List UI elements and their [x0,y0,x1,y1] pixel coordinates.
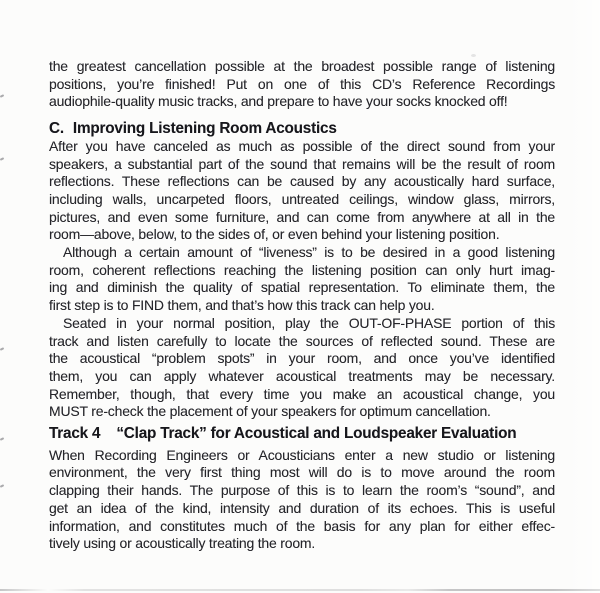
text-line: first step is to FIND them, and that’s how this track can help you. [49,297,435,314]
heading-title: “Clap Track” for Acoustical and Loudspeaker Evaluation [116,425,517,443]
heading-prefix: C. [49,120,64,138]
heading-prefix: Track 4 [49,425,101,443]
text-line: ing and diminish the quality of spatial representation. To eliminate them, the [49,279,555,296]
text-line: environment, the very first thing most will do is to move around the room [49,464,555,481]
paragraph [49,138,555,244]
text-line: pictures, and even some furniture, and can come from anywhere at all in the [49,208,555,225]
text-line: When Recording Engineers or Acousticians enter a new studio or listening [49,446,555,463]
text-line: reflections. These reflections can be caused by any acoustically hard surface, [49,173,555,190]
text-line: them, you can apply whatever acoustical treatments may be necessary. [49,367,555,384]
text-line: Remember, though, that every time you make an acoustical change, you [49,385,555,402]
text-line: MUST re-check the placement of your speakers for optimum cancellation. [49,403,491,420]
scan-speck [0,157,4,161]
text-line: After you have canceled as much as possible of the direct sound from your [49,137,555,154]
text-column [49,58,555,553]
text-line: Although a certain amount of “liveness” is to be desired in a good listening [63,244,555,261]
text-line: speakers, a substantial part of the sound that remains will be the result of room [49,155,555,172]
text-line: clapping their hands. The purpose of this is to learn the room’s “sound”, and [49,482,555,499]
text-line: Seated in your normal position, play the OUT-OF-PHASE portion of this [63,314,555,331]
text-line: the greatest cancellation possible at the broadest possible range of listening [49,58,555,74]
text-line: information, and constitutes much of the basis for any plan for either effec- [49,517,555,534]
scan-speck [0,437,4,441]
paragraph [49,58,555,111]
heading-title: Improving Listening Room Acoustics [72,120,337,138]
track-heading [49,425,555,443]
text-line: room—above, below, to the sides of, or even behind your listening position. [49,226,500,243]
scan-speck [471,54,476,57]
text-line: tively using or acoustically treating the room. [49,535,316,552]
paragraph [49,447,555,553]
paragraph [49,244,555,315]
text-line: audiophile-quality music tracks, and prepare to have your socks knocked off! [49,93,508,110]
scan-speck [0,94,4,98]
section-heading [49,120,555,138]
paragraph [49,315,555,421]
text-line: the acoustical “problem spots” in your room, and once you’ve identified [49,350,555,367]
scan-edge-highlight [566,0,600,593]
scan-speck [0,347,4,351]
text-line: get an idea of the kind, intensity and duration of its echoes. This is useful [49,499,555,516]
text-line: room, coherent reflections reaching the listening position can only hurt imag- [49,261,555,278]
text-line: including walls, uncarpeted floors, untreated ceilings, window glass, mirrors, [49,190,555,207]
page-edge-line [0,589,600,591]
text-line: track and listen carefully to locate the sources of reflected sound. These are [49,332,555,349]
scan-speck [0,484,4,488]
text-line: positions, you’re finished! Put on one of this CD’s Reference Recordings [49,75,555,92]
